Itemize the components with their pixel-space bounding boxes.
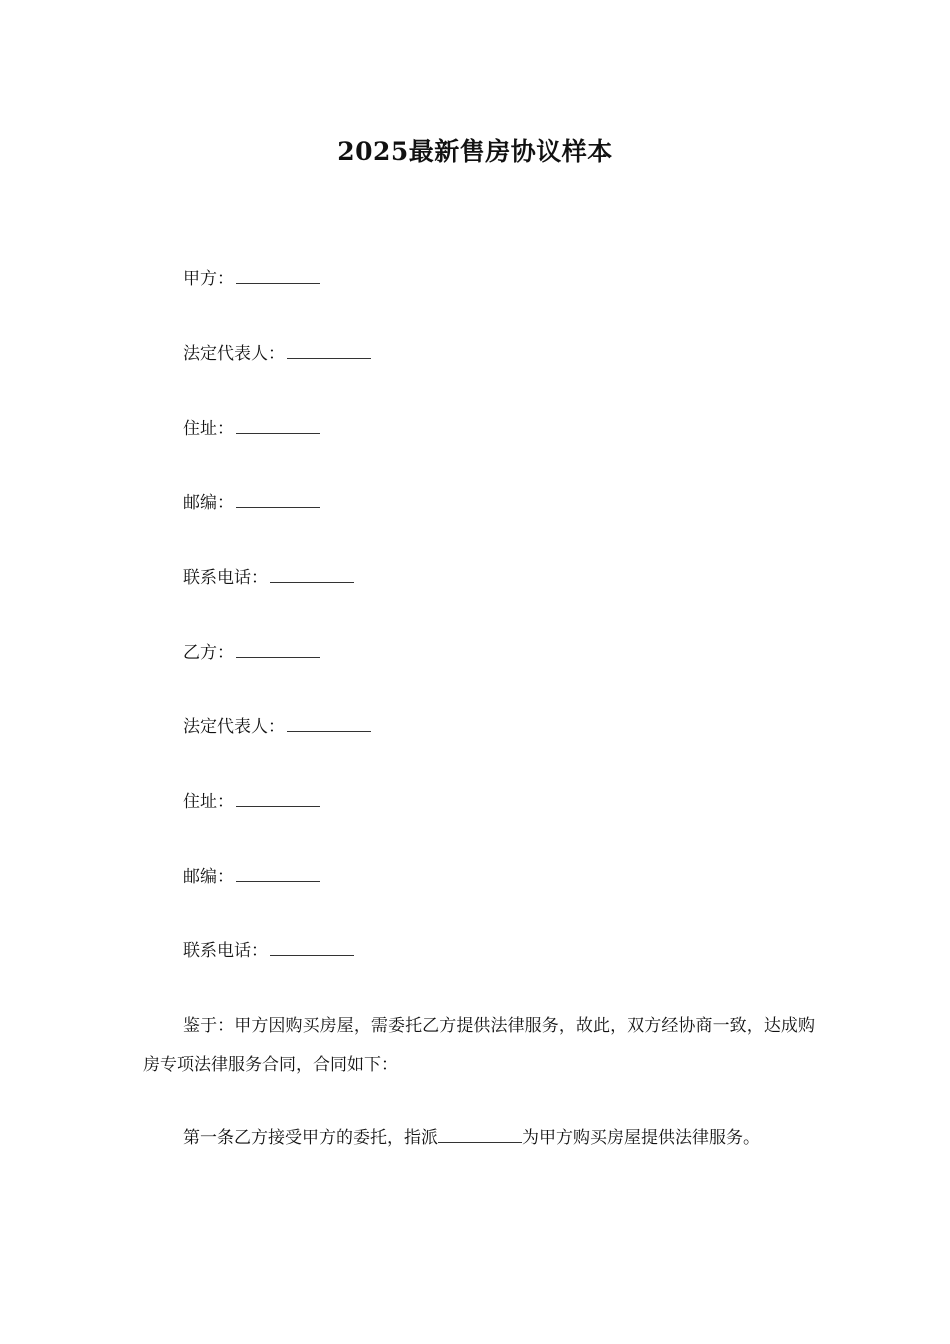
party-b-rep-field (183, 714, 371, 740)
party-b-name-blank[interactable] (236, 640, 320, 658)
party-b-address-label: 住址： (183, 792, 234, 812)
party-b-address-blank[interactable] (236, 789, 320, 807)
preamble-paragraph: 鉴于：甲方因购买房屋，需委托乙方提供法律服务，故此，双方经协商一致，达成购房专项法律服务合同，合同如下： (143, 1016, 815, 1075)
party-b-phone-blank[interactable] (270, 938, 354, 956)
party-a-address-blank[interactable] (236, 416, 320, 434)
party-b-name-label: 乙方： (183, 643, 234, 663)
party-b-rep-blank[interactable] (287, 714, 371, 732)
party-a-rep-blank[interactable] (287, 341, 371, 359)
party-a-name-field (183, 266, 320, 292)
party-a-address-field (183, 416, 320, 442)
party-a-name-label: 甲方： (183, 269, 234, 289)
party-b-address-field (183, 789, 320, 815)
document-title: 2025最新售房协议样本 (337, 137, 613, 166)
party-a-postcode-field (183, 490, 320, 516)
party-b-rep-label: 法定代表人： (183, 717, 285, 737)
party-a-phone-field (183, 565, 354, 591)
article-1-blank[interactable] (438, 1125, 522, 1143)
party-a-rep-field (183, 341, 371, 367)
party-b-name-field (183, 640, 320, 666)
party-b-postcode-blank[interactable] (236, 864, 320, 882)
party-b-postcode-label: 邮编： (183, 867, 234, 887)
party-a-postcode-label: 邮编： (183, 493, 234, 513)
party-a-rep-label: 法定代表人： (183, 344, 285, 364)
party-a-postcode-blank[interactable] (236, 490, 320, 508)
party-b-phone-field (183, 938, 354, 964)
party-a-name-blank[interactable] (236, 266, 320, 284)
party-a-address-label: 住址： (183, 419, 234, 439)
party-a-phone-label: 联系电话： (183, 568, 268, 588)
article-1-paragraph (143, 1119, 815, 1158)
article-1-after: 为甲方购买房屋提供法律服务。 (522, 1128, 760, 1148)
party-b-postcode-field (183, 864, 320, 890)
party-a-phone-blank[interactable] (270, 565, 354, 583)
article-1-before: 第一条乙方接受甲方的委托，指派 (183, 1128, 438, 1148)
party-b-phone-label: 联系电话： (183, 941, 268, 961)
